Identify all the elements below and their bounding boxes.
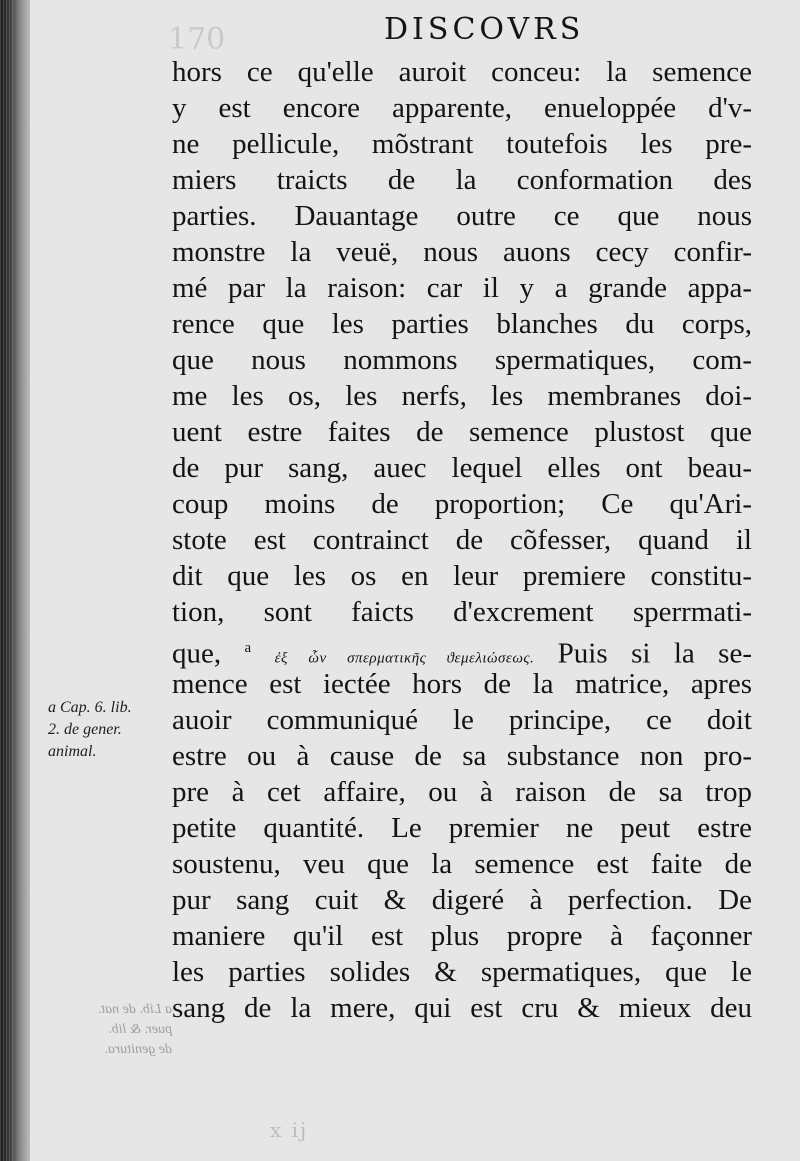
footnote-marker: a <box>244 640 252 656</box>
line-start-text: que, <box>172 637 222 670</box>
text-line: mence est iectée hors de la matrice, apres <box>172 668 752 700</box>
text-line: petite quantité. Le premier ne peut estre <box>172 812 752 844</box>
text-line: mé par la raison: car il y a grande appa- <box>172 272 752 304</box>
text-line <box>172 630 752 670</box>
bleed-through-line: a Lib. de nat. <box>97 1002 172 1017</box>
marginal-note-line: animal. <box>48 743 97 760</box>
text-line: coup moins de proportion; Ce qu'Ari- <box>172 488 752 520</box>
text-line: dit que les os en leur premiere constitu- <box>172 560 752 592</box>
text-line: pre à cet affaire, ou à raison de sa trop <box>172 776 752 808</box>
text-line: y est encore apparente, enueloppée d'v- <box>172 92 752 124</box>
marginal-note-line: 2. de gener. <box>48 721 122 738</box>
bleed-through-note <box>50 1000 172 1060</box>
marginal-note-line: a Cap. 6. lib. <box>48 699 132 716</box>
text-line: pur sang cuit & digeré à perfection. De <box>172 884 752 916</box>
text-line: rence que les parties blanches du corps, <box>172 308 752 340</box>
line-end-text: Puis si la se- <box>557 637 752 670</box>
text-line: que nous nommons spermatiques, com- <box>172 344 752 376</box>
page-edges <box>0 0 14 1161</box>
text-line: les parties solides & spermatiques, que le <box>172 956 752 988</box>
greek-quotation: ἐξ ὧν σπερματικῆς ϑεμελιώσεως. <box>274 650 535 667</box>
bleed-through-line: de genitura. <box>104 1042 172 1057</box>
marginal-note <box>48 697 168 763</box>
text-line: sang de la mere, qui est cru & mieux deu <box>172 992 752 1024</box>
bleed-through-signature: x ij <box>270 1118 309 1142</box>
bleed-through-line: puer. & lib. <box>108 1022 172 1037</box>
text-line: uent estre faites de semence plustost que <box>172 416 752 448</box>
text-line: maniere qu'il est plus propre à façonner <box>172 920 752 952</box>
text-line: me les os, les nerfs, les membranes doi- <box>172 380 752 412</box>
text-line: de pur sang, auec lequel elles ont beau- <box>172 452 752 484</box>
body-text <box>172 54 752 1026</box>
text-line: hors ce qu'elle auroit conceu: la semence <box>172 56 752 88</box>
text-line: ne pellicule, mõstrant toutefois les pre- <box>172 128 752 160</box>
text-line: parties. Dauantage outre ce que nous <box>172 200 752 232</box>
page-number: 170 <box>168 22 226 57</box>
text-line: auoir communiqué le principe, ce doit <box>172 704 752 736</box>
text-line: stote est contrainct de cõfesser, quand il <box>172 524 752 556</box>
text-line: estre ou à cause de sa substance non pro- <box>172 740 752 772</box>
running-head: DISCOVRS <box>384 12 585 47</box>
text-line: monstre la veuë, nous auons cecy confir- <box>172 236 752 268</box>
text-line: miers traicts de la conformation des <box>172 164 752 196</box>
text-line: tion, sont faicts d'excrement sperrmati- <box>172 596 752 628</box>
text-line: soustenu, veu que la semence est faite de <box>172 848 752 880</box>
